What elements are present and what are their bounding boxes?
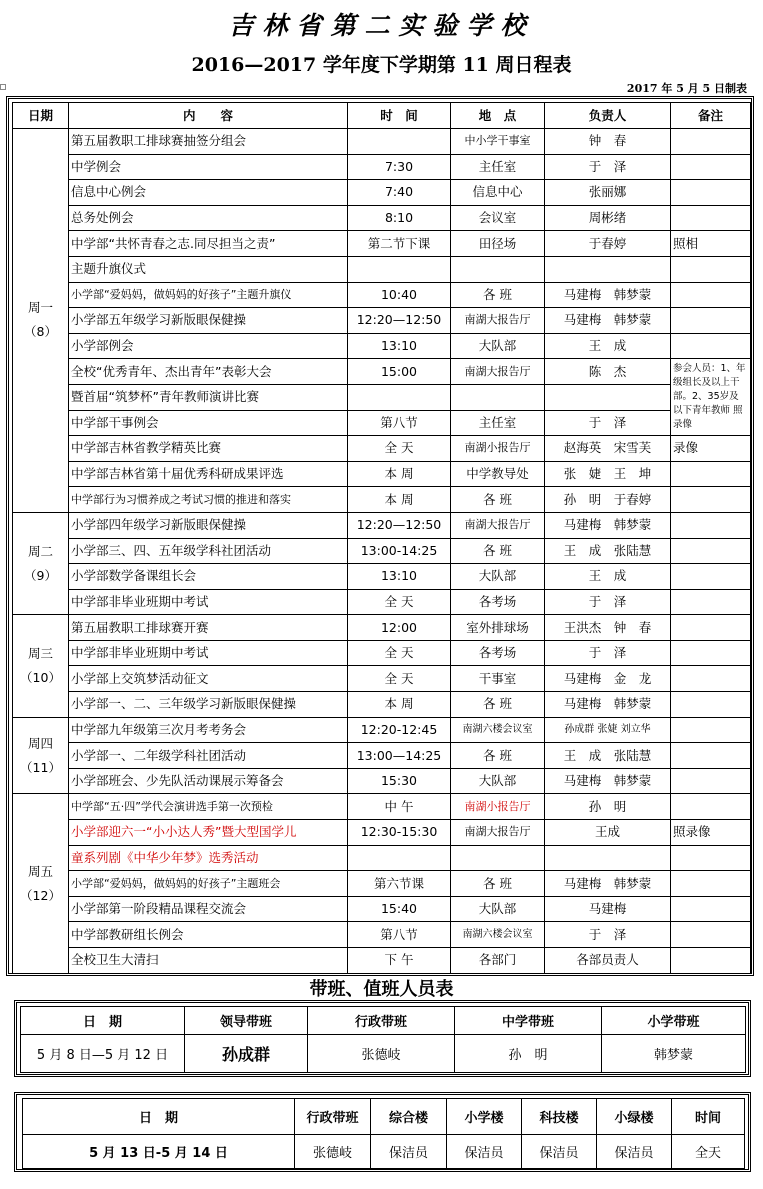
- duty-col-middle: 中学带班: [455, 1007, 602, 1035]
- schedule-row: [13, 589, 751, 615]
- schedule-row: [13, 180, 751, 206]
- event-content: 中学部吉林省教学精英比赛: [69, 436, 348, 462]
- schedule-row: [13, 256, 751, 282]
- event-place: 南湖大报告厅: [451, 359, 545, 385]
- event-time: 第八节: [348, 922, 451, 948]
- event-content: 中学部“共怀青春之志.同尽担当之责”: [69, 231, 348, 257]
- weekend-primary: 保洁员: [447, 1135, 522, 1169]
- event-owner: 陈 杰: [545, 359, 671, 385]
- day-number: （12）: [20, 887, 61, 903]
- weekend-complex: 保洁员: [371, 1135, 447, 1169]
- event-note: [671, 948, 751, 974]
- event-note: [671, 794, 751, 820]
- schedule-row: [13, 794, 751, 820]
- schedule-row: [13, 129, 751, 155]
- schedule-row: [13, 615, 751, 641]
- weekend-col-date: 日 期: [23, 1099, 295, 1135]
- event-content: 小学部“爱妈妈，做妈妈的好孩子”主题班会: [69, 871, 348, 897]
- event-note: [671, 564, 751, 590]
- event-place: [451, 384, 545, 410]
- event-time: 12:20—12:50: [348, 512, 451, 538]
- duty-row: [21, 1035, 746, 1073]
- event-content: 中学部教研组长例会: [69, 922, 348, 948]
- event-time: 中 午: [348, 794, 451, 820]
- schedule-row: [13, 717, 751, 743]
- weekend-col-admin: 行政带班: [295, 1099, 371, 1135]
- event-content: 小学部五年级学习新版眼保健操: [69, 308, 348, 334]
- schedule-row: [13, 154, 751, 180]
- event-time: 15:30: [348, 768, 451, 794]
- event-content: 小学部例会: [69, 333, 348, 359]
- event-content: 第五届教职工排球赛抽签分组会: [69, 129, 348, 155]
- schedule-row: [13, 820, 751, 846]
- event-note: [671, 615, 751, 641]
- event-place: 大队部: [451, 333, 545, 359]
- schedule-row: [13, 692, 751, 718]
- event-place: [451, 256, 545, 282]
- event-owner: 周彬绪: [545, 205, 671, 231]
- event-time: 10:40: [348, 282, 451, 308]
- event-place: 各 班: [451, 538, 545, 564]
- event-place: 大队部: [451, 768, 545, 794]
- event-time: 第八节: [348, 410, 451, 436]
- day-label: 周五: [27, 863, 53, 879]
- event-owner: 马建梅 韩梦蒙: [545, 692, 671, 718]
- event-content: 小学部一、二、三年级学习新版眼保健操: [69, 692, 348, 718]
- event-place: 南湖小报告厅: [451, 436, 545, 462]
- schedule-row: [13, 205, 751, 231]
- event-time: 7:40: [348, 180, 451, 206]
- event-note: [671, 512, 751, 538]
- weekend-tech: 保洁员: [522, 1135, 597, 1169]
- event-time: 13:00—14:25: [348, 743, 451, 769]
- event-time: 7:30: [348, 154, 451, 180]
- event-note: [671, 922, 751, 948]
- event-owner: 于 泽: [545, 410, 671, 436]
- event-owner: [545, 256, 671, 282]
- event-place: 大队部: [451, 896, 545, 922]
- event-time: [348, 384, 451, 410]
- event-note: 照录像: [671, 820, 751, 846]
- event-place: 各 班: [451, 282, 545, 308]
- schedule-table: [12, 102, 751, 974]
- event-note: [671, 205, 751, 231]
- event-place: 各考场: [451, 640, 545, 666]
- duty-title: 带班、值班人员表: [309, 979, 454, 1000]
- event-time: [348, 129, 451, 155]
- event-content: 中学部吉林省第十届优秀科研成果评选: [69, 461, 348, 487]
- weekend-time: 全天: [672, 1135, 745, 1169]
- event-owner: 马建梅: [545, 896, 671, 922]
- schedule-row: [13, 487, 751, 513]
- event-content: 暨首届“筑梦杯”青年教师演讲比赛: [69, 384, 348, 410]
- event-note: [671, 180, 751, 206]
- col-time: 时 间: [348, 103, 451, 129]
- schedule-row: [13, 845, 751, 871]
- event-time: 本 周: [348, 461, 451, 487]
- event-place: 南湖大报告厅: [451, 820, 545, 846]
- duty-date: 5 月 8 日—5 月 12 日: [21, 1035, 185, 1073]
- event-place: 主任室: [451, 410, 545, 436]
- event-content: 小学部一、二年级学科社团活动: [69, 743, 348, 769]
- schedule-body: [13, 129, 751, 974]
- event-owner: 王 成 张陆慧: [545, 538, 671, 564]
- col-note: 备注: [671, 103, 751, 129]
- schedule-row: [13, 538, 751, 564]
- day-number: （9）: [24, 567, 57, 583]
- weekend-date: 5 月 13 日-5 月 14 日: [23, 1135, 295, 1169]
- event-owner: [545, 384, 671, 410]
- event-owner: 马建梅 金 龙: [545, 666, 671, 692]
- day-cell: [13, 129, 69, 513]
- event-content: 小学部上交筑梦活动征文: [69, 666, 348, 692]
- event-time: 全 天: [348, 589, 451, 615]
- day-cell: [13, 794, 69, 973]
- event-owner: 马建梅 韩梦蒙: [545, 768, 671, 794]
- event-note: [671, 461, 751, 487]
- event-place: 各 班: [451, 871, 545, 897]
- event-time: [348, 256, 451, 282]
- day-label: 周二: [27, 543, 53, 559]
- event-note: [671, 871, 751, 897]
- duty-col-date: 日 期: [21, 1007, 185, 1035]
- event-owner: 赵海英 宋雪芙: [545, 436, 671, 462]
- schedule-row: [13, 666, 751, 692]
- event-note: [671, 333, 751, 359]
- event-time: 12:30-15:30: [348, 820, 451, 846]
- day-label: 周三: [27, 645, 53, 661]
- event-time: 8:10: [348, 205, 451, 231]
- event-content: 总务处例会: [69, 205, 348, 231]
- event-time: 12:20—12:50: [348, 308, 451, 334]
- col-content: 内 容: [69, 103, 348, 129]
- event-place: 信息中心: [451, 180, 545, 206]
- weekend-col-complex: 综合楼: [371, 1099, 447, 1135]
- day-number: （11）: [20, 759, 61, 775]
- event-content: 中学例会: [69, 154, 348, 180]
- event-owner: [545, 845, 671, 871]
- made-date: 2017 年 5 月 5 日制表: [626, 82, 747, 95]
- event-content: 小学部班会、少先队活动课展示筹备会: [69, 768, 348, 794]
- event-owner: 于 泽: [545, 589, 671, 615]
- event-place: 中小学干事室: [451, 129, 545, 155]
- col-owner: 负责人: [545, 103, 671, 129]
- duty-col-leader: 领导带班: [185, 1007, 308, 1035]
- event-content: 小学部“爱妈妈，做妈妈的好孩子”主题升旗仪: [69, 282, 348, 308]
- duty-table: [20, 1006, 746, 1073]
- schedule-row: [13, 896, 751, 922]
- event-owner: 马建梅 韩梦蒙: [545, 308, 671, 334]
- schedule-row: [13, 308, 751, 334]
- event-content: 中学部九年级第三次月考考务会: [69, 717, 348, 743]
- event-place: 南湖小报告厅: [451, 794, 545, 820]
- event-content: 中学部非毕业班期中考试: [69, 640, 348, 666]
- event-owner: 王 成 张陆慧: [545, 743, 671, 769]
- event-place: 南湖大报告厅: [451, 308, 545, 334]
- event-place: 各 班: [451, 743, 545, 769]
- school-name: 吉林省第二实验学校: [228, 11, 535, 40]
- duty-middle: 孙 明: [455, 1035, 602, 1073]
- schedule-row: [13, 640, 751, 666]
- weekend-col-primary: 小学楼: [447, 1099, 522, 1135]
- event-time: 本 周: [348, 487, 451, 513]
- event-place: 大队部: [451, 564, 545, 590]
- schedule-row: [13, 359, 751, 385]
- schedule-row: [13, 922, 751, 948]
- event-place: 室外排球场: [451, 615, 545, 641]
- weekend-table: [22, 1098, 745, 1169]
- event-time: [348, 845, 451, 871]
- event-time: 全 天: [348, 666, 451, 692]
- event-place: 各考场: [451, 589, 545, 615]
- event-place: 田径场: [451, 231, 545, 257]
- event-owner: 张丽娜: [545, 180, 671, 206]
- event-owner: 于 泽: [545, 922, 671, 948]
- event-owner: 钟 春: [545, 129, 671, 155]
- duty-primary: 韩梦蒙: [602, 1035, 746, 1073]
- schedule-row: [13, 768, 751, 794]
- weekend-admin: 张德岐: [295, 1135, 371, 1169]
- event-content: 第五届教职工排球赛开赛: [69, 615, 348, 641]
- day-label: 周一: [27, 300, 53, 316]
- event-owner: 于 泽: [545, 154, 671, 180]
- duty-leader: 孙成群: [185, 1035, 308, 1073]
- duty-admin: 张德岐: [308, 1035, 455, 1073]
- event-content: 小学部三、四、五年级学科社团活动: [69, 538, 348, 564]
- schedule-row: [13, 410, 751, 436]
- event-time: 12:20-12:45: [348, 717, 451, 743]
- weekend-col-green: 小绿楼: [597, 1099, 672, 1135]
- col-place: 地 点: [451, 103, 545, 129]
- event-place: 会议室: [451, 205, 545, 231]
- event-time: 全 天: [348, 436, 451, 462]
- event-note: [671, 154, 751, 180]
- schedule-row: [13, 436, 751, 462]
- weekend-col-time: 时间: [672, 1099, 745, 1135]
- day-cell: [13, 512, 69, 614]
- event-place: 中学教导处: [451, 461, 545, 487]
- event-content: 全校“优秀青年、杰出青年”表彰大会: [69, 359, 348, 385]
- event-time: 13:00-14:25: [348, 538, 451, 564]
- event-owner: 王 成: [545, 564, 671, 590]
- event-content: 童系列剧《中华少年梦》选秀活动: [69, 845, 348, 871]
- event-time: 15:00: [348, 359, 451, 385]
- schedule-row: [13, 282, 751, 308]
- event-content: 中学部干事例会: [69, 410, 348, 436]
- event-owner: 王 成: [545, 333, 671, 359]
- event-time: 第二节下课: [348, 231, 451, 257]
- weekend-header-row: [23, 1099, 745, 1135]
- event-owner: 王洪杰 钟 春: [545, 615, 671, 641]
- event-time: 13:10: [348, 333, 451, 359]
- event-place: 各 班: [451, 487, 545, 513]
- event-note: 照相: [671, 231, 751, 257]
- event-note: [671, 692, 751, 718]
- schedule-row: [13, 384, 751, 410]
- event-note: [671, 487, 751, 513]
- event-owner: 各部员责人: [545, 948, 671, 974]
- duty-col-primary: 小学带班: [602, 1007, 746, 1035]
- event-note: [671, 538, 751, 564]
- event-owner: 马建梅 韩梦蒙: [545, 282, 671, 308]
- event-owner: 孙 明 于春婷: [545, 487, 671, 513]
- event-content: 小学部迎六一“小小达人秀”暨大型国学儿: [69, 820, 348, 846]
- event-note: [671, 640, 751, 666]
- event-content: 小学部第一阶段精品课程交流会: [69, 896, 348, 922]
- event-note: [671, 768, 751, 794]
- event-content: 全校卫生大清扫: [69, 948, 348, 974]
- event-place: 各 班: [451, 692, 545, 718]
- event-owner: 孙成群 张婕 刘立华: [545, 717, 671, 743]
- event-content: 小学部四年级学习新版眼保健操: [69, 512, 348, 538]
- duty-col-admin: 行政带班: [308, 1007, 455, 1035]
- weekend-row: [23, 1135, 745, 1169]
- schedule-row: [13, 333, 751, 359]
- event-note: [671, 666, 751, 692]
- page-title: 2016—2017 学年度下学期第 11 周日程表: [191, 54, 572, 76]
- event-content: 信息中心例会: [69, 180, 348, 206]
- event-note: 参会人员：1、年级组长及以上干部。2、35岁及以下青年教师 照录像: [671, 359, 751, 436]
- table-anchor-marker: [0, 84, 6, 90]
- day-number: （8）: [24, 324, 57, 340]
- day-label: 周四: [27, 735, 53, 751]
- event-place: 南湖大报告厅: [451, 512, 545, 538]
- event-place: 干事室: [451, 666, 545, 692]
- day-cell: [13, 615, 69, 717]
- event-place: 南湖六楼会议室: [451, 717, 545, 743]
- event-owner: 于 泽: [545, 640, 671, 666]
- weekend-green: 保洁员: [597, 1135, 672, 1169]
- event-content: 中学部“五·四”学代会演讲选手第一次预检: [69, 794, 348, 820]
- event-note: [671, 308, 751, 334]
- schedule-row: [13, 231, 751, 257]
- event-place: 主任室: [451, 154, 545, 180]
- event-note: [671, 589, 751, 615]
- event-time: 本 周: [348, 692, 451, 718]
- event-owner: 于春婷: [545, 231, 671, 257]
- schedule-row: [13, 743, 751, 769]
- event-owner: 孙 明: [545, 794, 671, 820]
- schedule-row: [13, 948, 751, 974]
- schedule-row: [13, 512, 751, 538]
- event-note: [671, 896, 751, 922]
- col-date: 日期: [13, 103, 69, 129]
- event-note: [671, 717, 751, 743]
- event-time: 12:00: [348, 615, 451, 641]
- event-time: 第六节课: [348, 871, 451, 897]
- event-content: 小学部数学备课组长会: [69, 564, 348, 590]
- event-content: 中学部行为习惯养成之考试习惯的推进和落实: [69, 487, 348, 513]
- event-owner: 张 婕 王 坤: [545, 461, 671, 487]
- schedule-row: [13, 461, 751, 487]
- event-time: 13:10: [348, 564, 451, 590]
- day-number: （10）: [20, 669, 61, 685]
- event-place: 各部门: [451, 948, 545, 974]
- schedule-row: [13, 564, 751, 590]
- event-place: [451, 845, 545, 871]
- event-owner: 王成: [545, 820, 671, 846]
- event-owner: 马建梅 韩梦蒙: [545, 512, 671, 538]
- event-time: 全 天: [348, 640, 451, 666]
- event-place: 南湖六楼会议室: [451, 922, 545, 948]
- event-note: [671, 129, 751, 155]
- schedule-row: [13, 871, 751, 897]
- event-owner: 马建梅 韩梦蒙: [545, 871, 671, 897]
- event-note: [671, 282, 751, 308]
- event-time: 下 午: [348, 948, 451, 974]
- event-content: 主题升旗仪式: [69, 256, 348, 282]
- day-cell: [13, 717, 69, 794]
- event-note: [671, 256, 751, 282]
- schedule-header-row: [13, 103, 751, 129]
- duty-header-row: [21, 1007, 746, 1035]
- event-content: 中学部非毕业班期中考试: [69, 589, 348, 615]
- event-time: 15:40: [348, 896, 451, 922]
- event-note: [671, 743, 751, 769]
- weekend-col-tech: 科技楼: [522, 1099, 597, 1135]
- event-note: [671, 845, 751, 871]
- event-note: 录像: [671, 436, 751, 462]
